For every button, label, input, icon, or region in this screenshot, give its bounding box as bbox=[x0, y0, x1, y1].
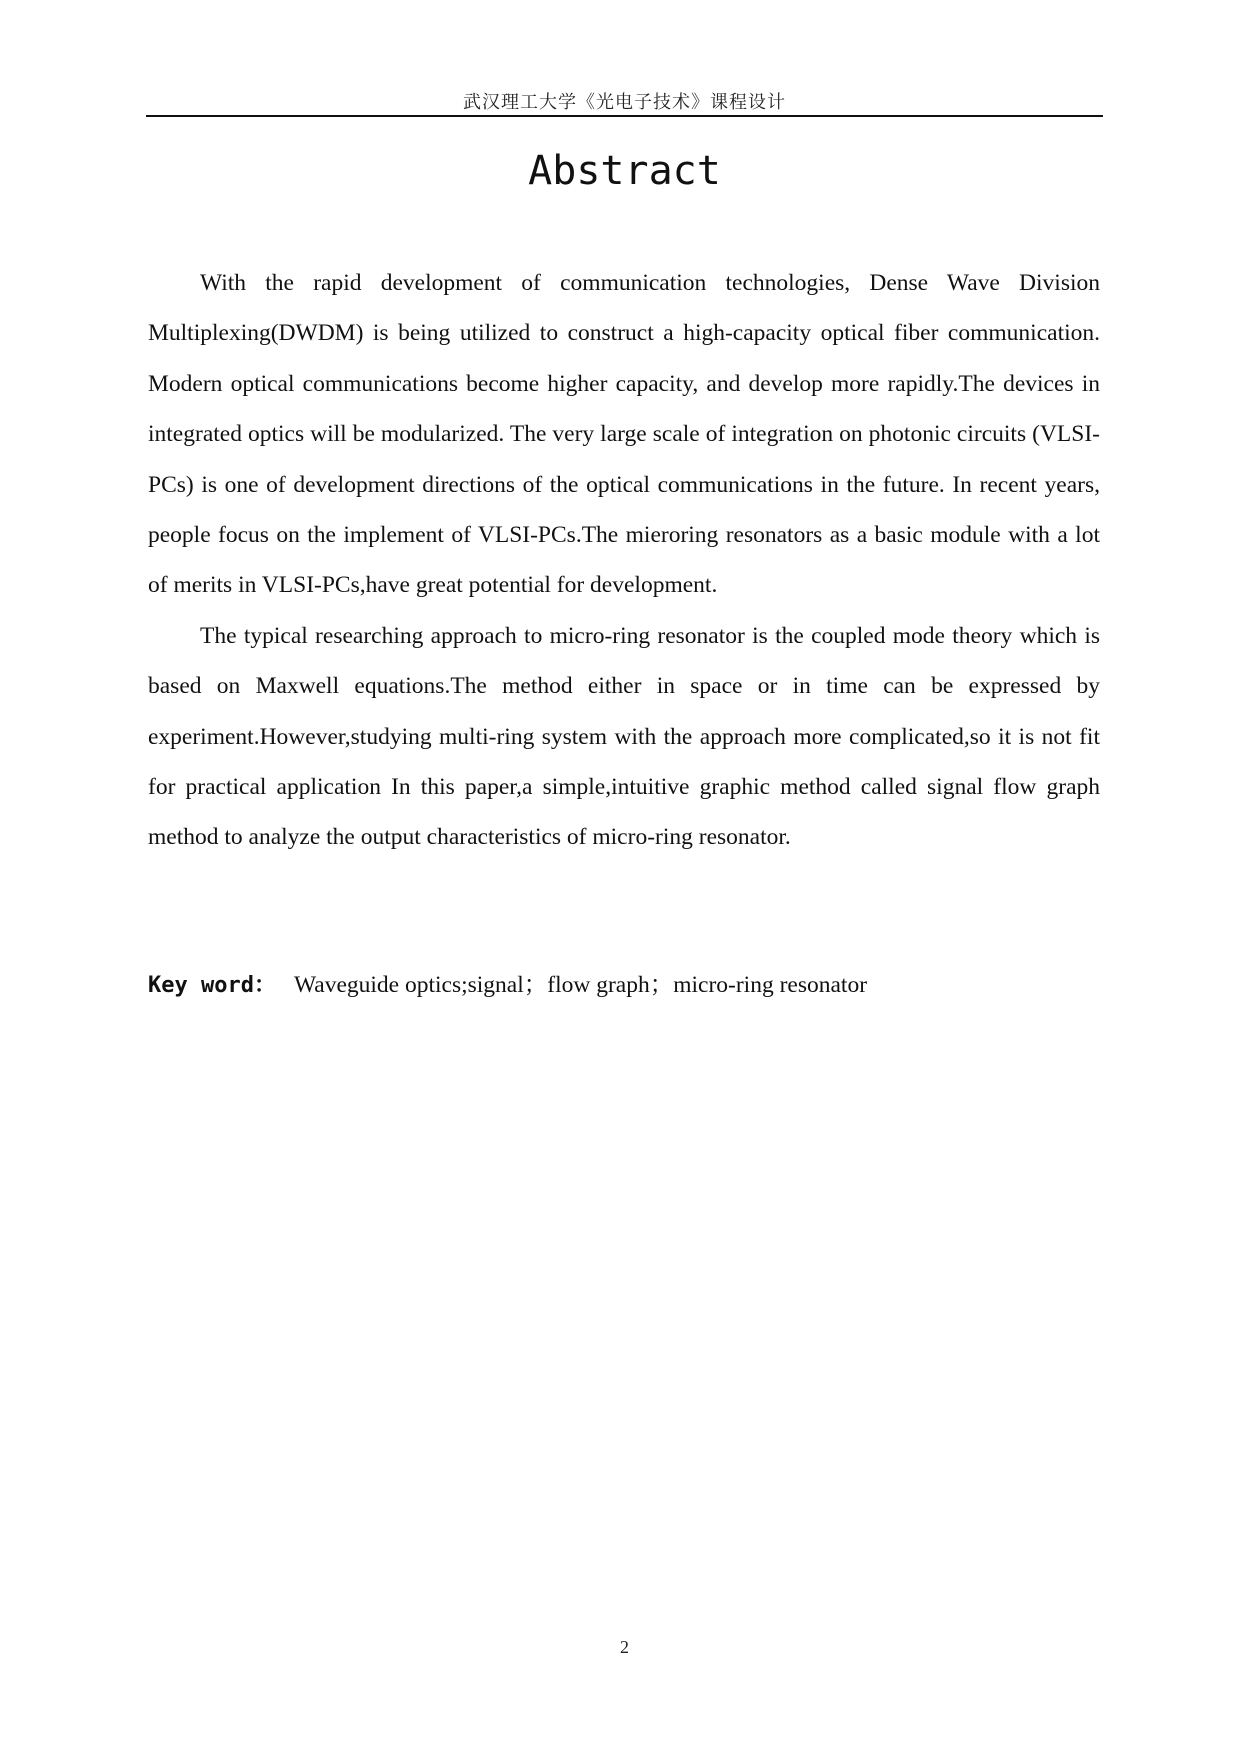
keywords-line bbox=[148, 960, 1100, 1011]
running-header: 武汉理工大学《光电子技术》课程设计 bbox=[463, 92, 786, 113]
abstract-body bbox=[148, 258, 1100, 863]
page-number: 2 bbox=[620, 1637, 629, 1657]
abstract-paragraph-1: With the rapid development of communication technologies, Dense Wave Division Multiplexing(DWDM) is being utilized to construct a high-capacity optical fiber communication. Modern optical communications become higher capacity, and develop more rapidly.The devices in integrated optics will be modularized. The very large scale of integration on photonic circuits (VLSI-PCs) is one of development directions of the optical communications in the future. In recent years, people focus on the implement of VLSI-PCs.The mieroring resonators as a basic module with a lot of merits in VLSI-PCs,have great potential for development. bbox=[148, 270, 1100, 599]
header-divider bbox=[146, 115, 1103, 117]
keywords-value: Waveguide optics;signal；flow graph；micro-ring resonator bbox=[293, 972, 868, 998]
keywords-label: Key word： bbox=[148, 973, 276, 998]
page-title: Abstract bbox=[528, 148, 721, 194]
abstract-paragraph-2: The typical researching approach to micro-ring resonator is the coupled mode theory which is based on Maxwell equations.The method either in space or in time can be expressed by experiment.However,studying multi-ring system with the approach more complicated,so it is not fit for practical application In this paper,a simple,intuitive graphic method called signal flow graph method to analyze the output characteristics of micro-ring resonator. bbox=[148, 622, 1100, 851]
